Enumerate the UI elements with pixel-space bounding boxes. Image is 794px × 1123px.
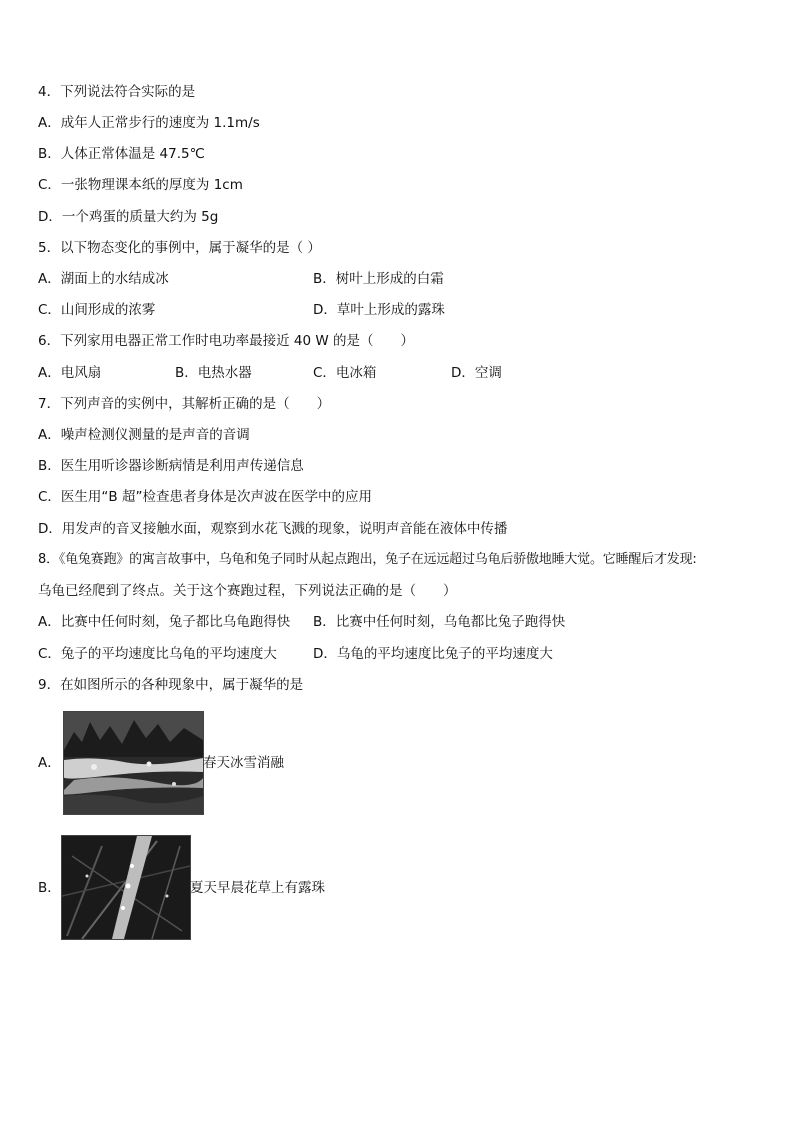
q9-option-b-letter: B．: [38, 880, 61, 896]
q7-option-c: C．医生用“B 超”检查患者身体是次声波在医学中的应用: [38, 489, 372, 505]
q7-stem: 7．下列声音的实例中，其解析正确的是（ ）: [38, 396, 331, 412]
q7-option-b: B．医生用听诊器诊断病情是利用声传递信息: [38, 458, 304, 474]
dew-on-grass-photo: [61, 835, 191, 940]
q9-option-a-caption: 春天冰雪消融: [203, 755, 284, 771]
q6-option-c: C．电冰箱: [313, 365, 377, 381]
q6-option-b: B．电热水器: [175, 365, 252, 381]
q9-option-b-caption: 夏天早晨花草上有露珠: [190, 880, 325, 896]
q4-option-b: B．人体正常体温是 47.5℃: [38, 146, 205, 162]
q6-option-a: A．电风扇: [38, 365, 102, 381]
q5-option-d: D．草叶上形成的露珠: [313, 302, 445, 318]
q8-option-c: C．兔子的平均速度比乌龟的平均速度大: [38, 646, 277, 662]
q9-stem: 9．在如图所示的各种现象中，属于凝华的是: [38, 677, 304, 693]
q8-stem-line1: 8．《龟兔赛跑》的寓言故事中，乌龟和兔子同时从起点跑出，兔子在远远超过乌龟后骄傲地睡大觉。它睡醒后才发现:: [38, 552, 697, 567]
q7-option-d: D．用发声的音叉接触水面，观察到水花飞溅的现象，说明声音能在液体中传播: [38, 521, 508, 537]
q6-stem: 6．下列家用电器正常工作时电功率最接近 40 W 的是（ ）: [38, 333, 414, 349]
q8-option-b: B．比赛中任何时刻，乌龟都比兔子跑得快: [313, 614, 566, 630]
q5-option-c: C．山间形成的浓雾: [38, 302, 156, 318]
q8-option-d: D．乌龟的平均速度比兔子的平均速度大: [313, 646, 553, 662]
q4-option-d: D．一个鸡蛋的质量大约为 5g: [38, 209, 219, 225]
q6-option-d: D．空调: [451, 365, 502, 381]
q8-stem-line2: 乌龟已经爬到了终点。关于这个赛跑过程，下列说法正确的是（ ）: [38, 583, 457, 599]
q4-stem: 4．下列说法符合实际的是: [38, 84, 196, 100]
q5-stem: 5．以下物态变化的事例中，属于凝华的是（ ）: [38, 240, 321, 256]
q4-option-c: C．一张物理课本纸的厚度为 1cm: [38, 177, 243, 193]
q4-option-a: A．成年人正常步行的速度为 1.1m/s: [38, 115, 260, 131]
q7-option-a: A．噪声检测仪测量的是声音的音调: [38, 427, 250, 443]
q8-option-a: A．比赛中任何时刻，兔子都比乌龟跑得快: [38, 614, 291, 630]
q5-option-b: B．树叶上形成的白霜: [313, 271, 444, 287]
q5-option-a: A．湖面上的水结成冰: [38, 271, 169, 287]
melting-snow-photo: [63, 711, 204, 815]
q9-option-a-letter: A．: [38, 755, 61, 771]
